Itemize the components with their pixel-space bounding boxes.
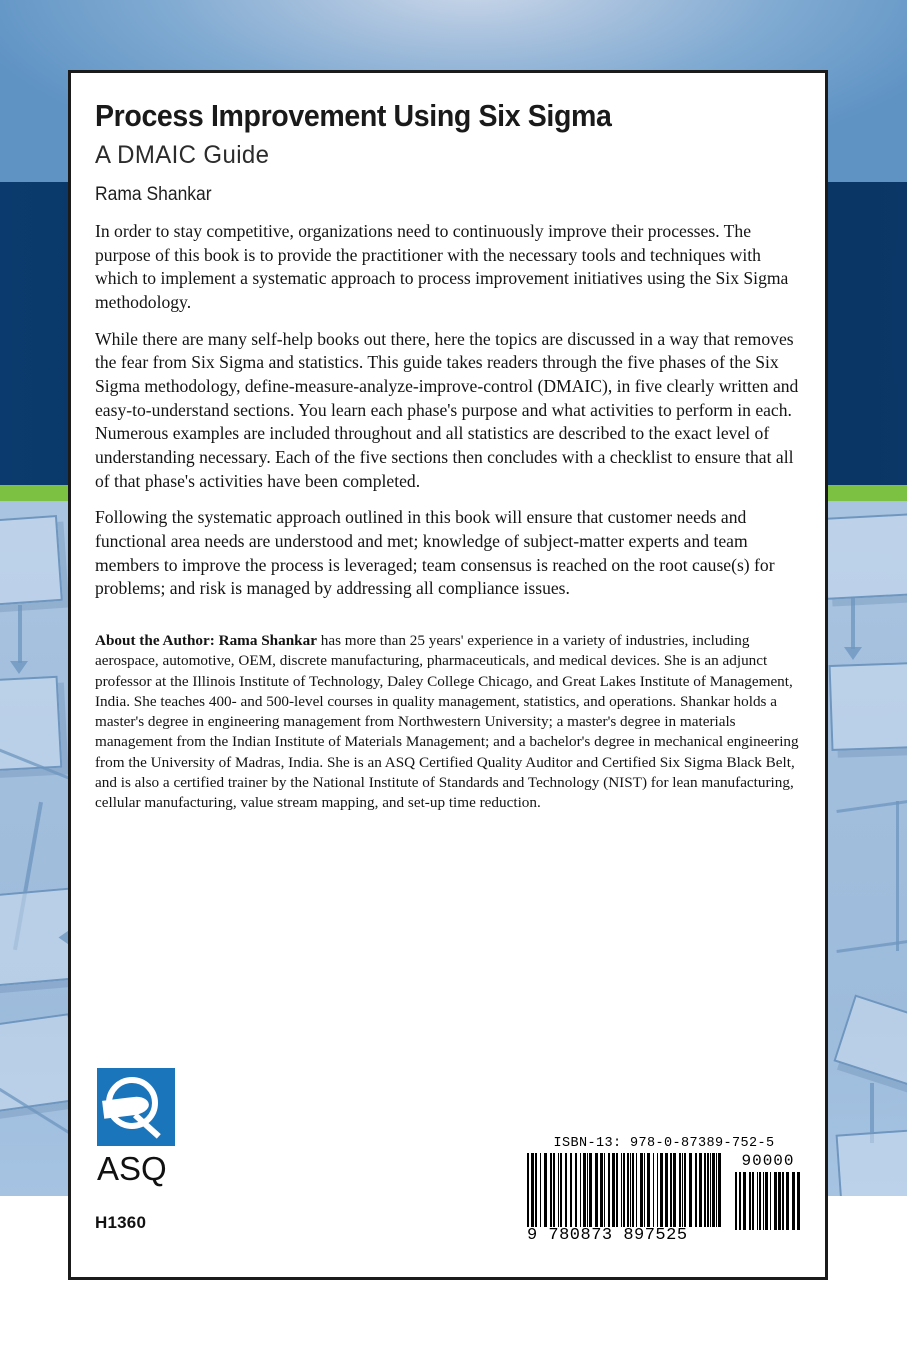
book-author: Rama Shankar: [95, 184, 212, 206]
flowchart-arrow: [844, 647, 862, 660]
about-the-author-heading: About the Author:: [95, 631, 215, 649]
back-cover-text-card: [68, 70, 828, 1280]
asq-q-mark-icon: [97, 1068, 175, 1146]
ean13-barcode: [527, 1153, 723, 1245]
ean13-digits: 9 780873 897525: [527, 1226, 688, 1245]
flowchart-box: [822, 512, 907, 600]
flowchart-box: [0, 515, 63, 609]
flowchart-box: [836, 1127, 907, 1196]
asq-logo: [97, 1068, 201, 1185]
blurb-paragraph-1: In order to stay competitive, organizations need to continuously improve their processes. The purpose of this book is to provide the practitioner with the necessary tools and techniques with which to implement a systematic approach to process improvement initiatives using the Six Sigma methodology.: [95, 221, 789, 313]
ean5-bars: [735, 1172, 801, 1230]
flowchart-connector: [18, 605, 22, 663]
book-title: Process Improvement Using Six Sigma: [95, 98, 612, 133]
flowchart-connector: [851, 597, 855, 649]
flowchart-box: [0, 676, 62, 774]
flowchart-connector: [896, 801, 899, 951]
ean13-bars: [527, 1153, 723, 1227]
cover-footer-row: [95, 1068, 801, 1258]
blurb-paragraph-2: While there are many self-help books out there, here the topics are discussed in a way that removes the fear from Six Sigma and statistics. This guide takes readers through the five phases of the Six Sigma methodology, define-measure-analyze-improve-control (DMAIC), in five clearly written and easy-to-understand sections. You learn each phase's purpose and what activities to perform in each. Numerous examples are included throughout and all statistics are described to the exact level of understanding necessary. Each of the five sections then concludes with a checklist to ensure that all of that phase's activities have been completed.: [95, 328, 799, 491]
flowchart-box: [833, 994, 907, 1089]
catalog-code: H1360: [95, 1213, 147, 1232]
isbn-label: ISBN-13: 978-0-87389-752-5: [553, 1136, 775, 1151]
about-the-author-name: Rama Shankar: [218, 631, 317, 649]
ean5-supplement: [735, 1153, 801, 1230]
about-the-author: [95, 631, 801, 814]
q-ring-shape: [106, 1077, 158, 1129]
about-the-author-text: has more than 25 years' experience in a variety of industries, including aerospace, automotive, OEM, discrete manufacturing, pharmaceuticals, and medical devices. She is an adjunct professor at the Illinois Institute of Technology, Daley College Chicago, and Great Lakes Institute of Management, India. She teaches 400- and 500-level courses in quality management, statistics, and operations. Shankar holds a master's degree in engineering management from Northwestern University; a master's degree in materials management from the Indian Institute of Materials Management; and a bachelor's degree in mechanical engineering from the University of Madras, India. She is an ASQ Certified Quality Auditor and Certified Six Sigma Black Belt, and is also a certified trainer by the National Institute of Standards and Technology (NIST) for lean manufacturing, cellular manufacturing, value stream mapping, and set-up time reduction.: [95, 631, 799, 812]
barcode-block: [527, 1136, 801, 1245]
flowchart-box: [829, 661, 907, 751]
ean5-digits: 90000: [741, 1152, 795, 1170]
blurb-paragraph-3: Following the systematic approach outlined in this book will ensure that customer needs and functional area needs are understood and met; knowledge of subject-matter experts and team members to improve the process is leveraged; team consensus is reached on the root cause(s) for problems; and risk is managed by addressing all compliance issues.: [95, 507, 775, 599]
asq-wordmark: ASQ: [97, 1150, 167, 1187]
barcode-rows: [527, 1153, 801, 1245]
book-subtitle: A DMAIC Guide: [95, 141, 270, 170]
flowchart-arrow: [10, 661, 28, 674]
